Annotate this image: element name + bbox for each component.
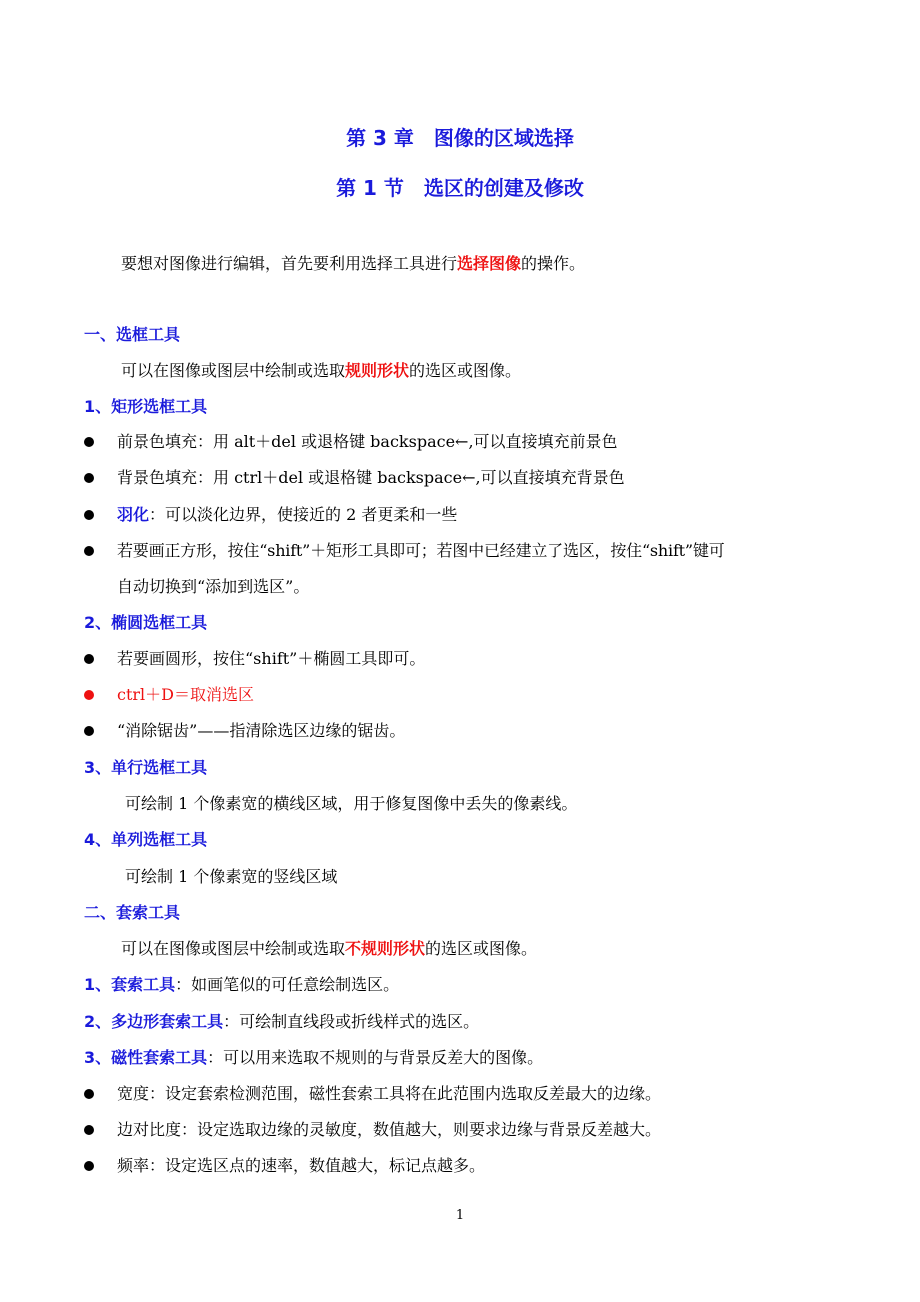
bullet-icon <box>84 726 94 736</box>
rect-bullet-3 <box>117 504 457 526</box>
part1-heading: 一、选框工具 <box>84 325 181 344</box>
rect-bullet-2: 背景色填充：用 ctrl＋del 或退格键 backspace←,可以直接填充背景色 <box>117 468 625 487</box>
ellipse-bullet-1: 若要画圆形，按住“shift”＋椭圆工具即可。 <box>117 649 426 668</box>
part1-desc-text: 可以在图像或图层中绘制或选取 <box>121 361 346 380</box>
poly-lasso-label: 2、多边形套索工具 <box>84 1012 224 1031</box>
bullet-icon <box>84 1125 94 1135</box>
ellipse-marquee-heading: 2、椭圆选框工具 <box>84 613 208 632</box>
intro-paragraph <box>121 253 585 275</box>
rect-bullet-4: 若要画正方形，按住“shift”＋矩形工具即可；若图中已经建立了选区，按住“shift”键可 <box>117 541 725 560</box>
feather-label: 羽化 <box>117 505 150 524</box>
lasso-label: 1、套索工具 <box>84 975 176 994</box>
part2-desc-text: 可以在图像或图层中绘制或选取 <box>121 939 346 958</box>
part2-heading: 二、套索工具 <box>84 903 181 922</box>
lasso-line <box>84 974 399 996</box>
part1-desc-end: 的选区或图像。 <box>409 361 522 380</box>
ellipse-bullet-2: ctrl＋D＝取消选区 <box>117 685 254 704</box>
magnetic-bullet-3: 频率：设定选区点的速率，数值越大，标记点越多。 <box>117 1156 486 1175</box>
single-row-desc: 可绘制 1 个像素宽的横线区域，用于修复图像中丢失的像素线。 <box>125 794 578 813</box>
ellipse-bullet-3: “消除锯齿”——指清除选区边缘的锯齿。 <box>117 721 406 740</box>
part2-desc-highlight: 不规则形状 <box>345 939 426 958</box>
bullet-icon <box>84 1161 94 1171</box>
page-number: 1 <box>455 1208 465 1223</box>
bullet-icon <box>84 437 94 447</box>
part1-desc-highlight: 规则形状 <box>345 361 410 380</box>
rect-bullet-4-cont: 自动切换到“添加到选区”。 <box>117 577 310 596</box>
poly-lasso-line <box>84 1011 479 1033</box>
bullet-icon <box>84 546 94 556</box>
bullet-icon <box>84 510 94 520</box>
part2-desc <box>121 938 537 960</box>
chapter-title: 第 3 章 图像的区域选择 <box>346 126 574 150</box>
magnetic-lasso-line <box>84 1047 543 1069</box>
single-col-desc: 可绘制 1 个像素宽的竖线区域 <box>125 867 338 886</box>
bullet-icon <box>84 1089 94 1099</box>
magnetic-bullet-2: 边对比度：设定选取边缘的灵敏度，数值越大，则要求边缘与背景反差越大。 <box>117 1120 662 1139</box>
single-col-heading: 4、单列选框工具 <box>84 830 208 849</box>
section-title: 第 1 节 选区的创建及修改 <box>336 176 584 200</box>
rect-marquee-heading: 1、矩形选框工具 <box>84 397 208 416</box>
part1-desc <box>121 360 521 382</box>
magnetic-bullet-1: 宽度：设定套索检测范围，磁性套索工具将在此范围内选取反差最大的边缘。 <box>117 1084 662 1103</box>
magnetic-lasso-desc: ：可以用来选取不规则的与背景反差大的图像。 <box>207 1048 544 1067</box>
part2-desc-end: 的选区或图像。 <box>425 939 538 958</box>
bullet-icon <box>84 654 94 664</box>
intro-text-end: 的操作。 <box>521 254 586 273</box>
bullet-icon <box>84 473 94 483</box>
magnetic-lasso-label: 3、磁性套索工具 <box>84 1048 208 1067</box>
single-row-heading: 3、单行选框工具 <box>84 758 208 777</box>
intro-highlight: 选择图像 <box>457 254 522 273</box>
bullet-icon <box>84 690 94 700</box>
rect-bullet-1: 前景色填充：用 alt＋del 或退格键 backspace←,可以直接填充前景色 <box>117 432 618 451</box>
poly-lasso-desc: ：可绘制直线段或折线样式的选区。 <box>223 1012 480 1031</box>
feather-desc: ：可以淡化边界，使接近的 2 者更柔和一些 <box>149 505 458 524</box>
lasso-desc: ：如画笔似的可任意绘制选区。 <box>175 975 400 994</box>
intro-text: 要想对图像进行编辑，首先要利用选择工具进行 <box>121 254 458 273</box>
